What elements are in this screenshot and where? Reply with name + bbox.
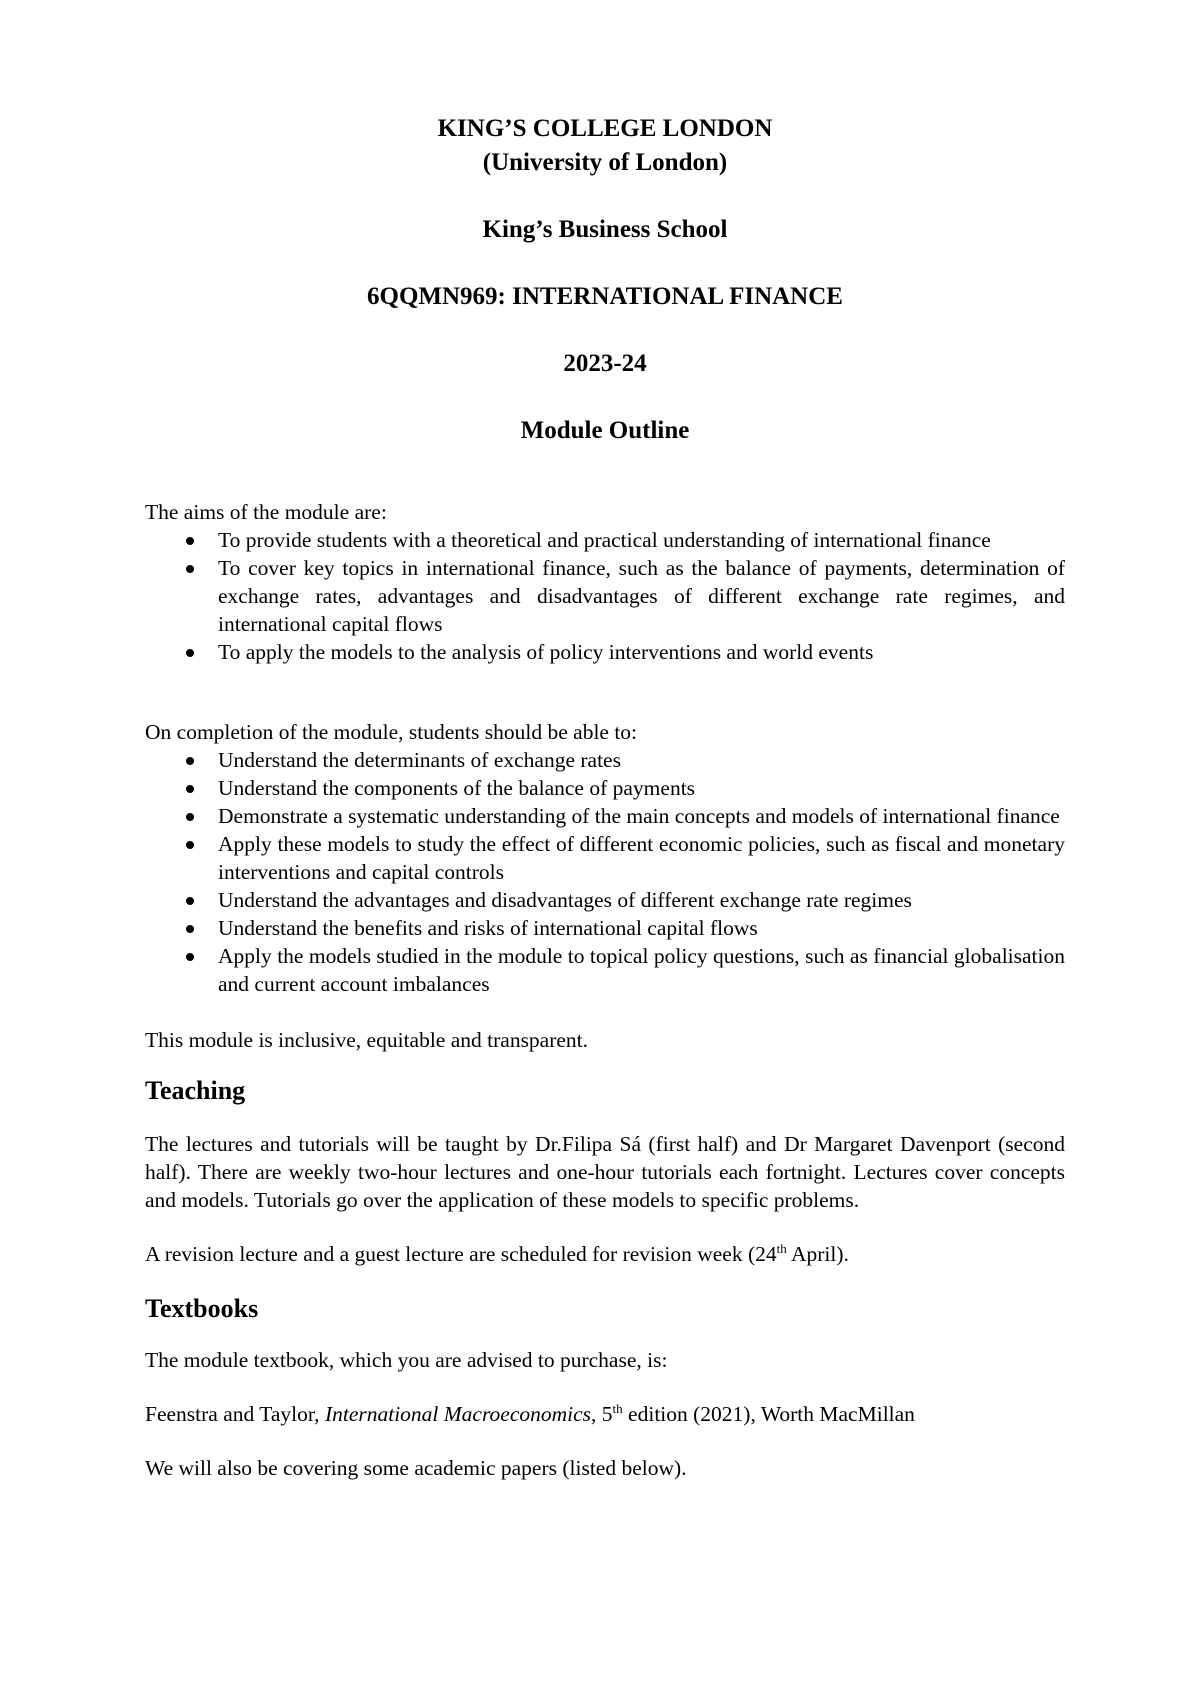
list-item: Demonstrate a systematic understanding of the main concepts and models of international finance	[145, 802, 1065, 830]
aims-list	[145, 526, 1065, 666]
inclusive-statement: This module is inclusive, equitable and transparent.	[145, 1028, 589, 1052]
bullet-icon	[186, 897, 194, 905]
bullet-icon	[186, 785, 194, 793]
bullet-icon	[186, 537, 194, 545]
papers-note: We will also be covering some academic papers (listed below).	[145, 1456, 687, 1480]
teaching-heading: Teaching	[145, 1076, 246, 1105]
list-item: To apply the models to the analysis of policy interventions and world events	[145, 638, 1065, 666]
bullet-icon	[186, 925, 194, 933]
list-item: Apply the models studied in the module to topical policy questions, such as financial globalisation and current account imbalances	[145, 942, 1065, 998]
university-name: (University of London)	[482, 149, 728, 176]
list-item: Apply these models to study the effect of different economic policies, such as fiscal and monetary interventions and capital controls	[145, 830, 1065, 886]
list-item: To cover key topics in international finance, such as the balance of payments, determination of exchange rates, advantages and disadvantages of different exchange rate regimes, and international capital flows	[145, 554, 1065, 638]
bullet-icon	[186, 649, 194, 657]
document-content	[145, 112, 1065, 1482]
bullet-icon	[186, 565, 194, 573]
list-item: Understand the components of the balance of payments	[145, 774, 1065, 802]
institution-name: KING’S COLLEGE LONDON	[437, 115, 773, 142]
module-code-title: 6QQMN969: INTERNATIONAL FINANCE	[367, 283, 843, 310]
list-item: Understand the benefits and risks of international capital flows	[145, 914, 1065, 942]
bullet-icon	[186, 953, 194, 961]
teaching-paragraph: The lectures and tutorials will be taught by Dr.Filipa Sá (first half) and Dr Margaret Davenport (second half). There are weekly two-hour lectures and one-hour tutorials each fortnight. Lectures cover concepts and models. Tutorials go over the application of these models to specific problems.	[145, 1132, 1065, 1212]
revision-note: A revision lecture and a guest lecture are scheduled for revision week (24th April).	[145, 1240, 849, 1266]
textbooks-intro: The module textbook, which you are advised to purchase, is:	[145, 1348, 668, 1372]
outcomes-list	[145, 746, 1065, 998]
list-item: To provide students with a theoretical and practical understanding of international finance	[145, 526, 1065, 554]
aims-intro: The aims of the module are:	[145, 500, 387, 524]
list-item: Understand the determinants of exchange rates	[145, 746, 1065, 774]
document-title: Module Outline	[520, 417, 690, 444]
list-item: Understand the advantages and disadvantages of different exchange rate regimes	[145, 886, 1065, 914]
academic-year: 2023-24	[563, 350, 647, 377]
textbook-reference: Feenstra and Taylor, International Macroeconomics, 5th edition (2021), Worth MacMillan	[145, 1400, 915, 1426]
outcomes-intro: On completion of the module, students should be able to:	[145, 720, 638, 744]
bullet-icon	[186, 757, 194, 765]
bullet-icon	[186, 813, 194, 821]
textbook-title: International Macroeconomics	[324, 1402, 592, 1426]
title-block	[145, 112, 1065, 448]
school-name: King’s Business School	[482, 216, 728, 243]
bullet-icon	[186, 841, 194, 849]
textbooks-heading: Textbooks	[145, 1294, 259, 1323]
